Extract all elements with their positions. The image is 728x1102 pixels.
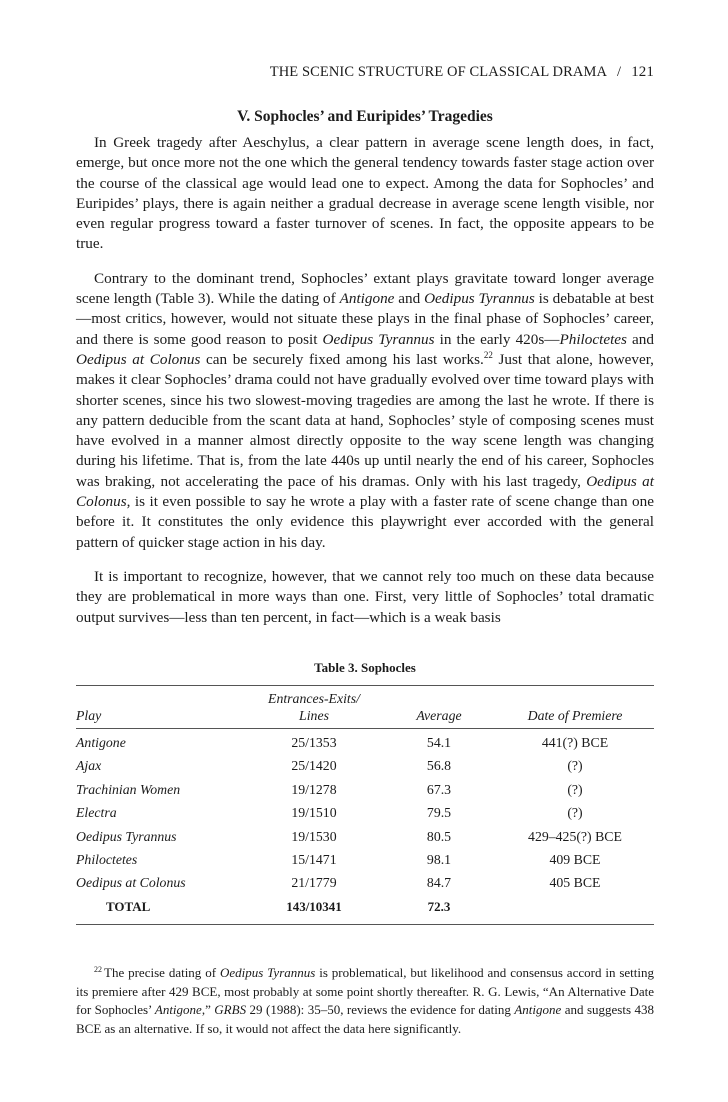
- italic-title: Oedipus Tyrannus: [322, 330, 435, 348]
- text-run: in the early 420s—: [434, 330, 560, 348]
- text-run: and: [626, 330, 654, 348]
- text-run: Just that alone, however, makes it clear Sophocles’ drama could not have gradually evolved over time toward plays with shorter scenes, since his two slowest-moving tragedies are among the last he wrote. If there is any pattern deducible from the scant data at hand, Sophocles’ style of composing scenes must have evolved in a manner almost directly opposite to the way scene length was changing during his lifetime. That is, from the late 440s up until nearly the end of his career, Sophocles was braking, not accelerating the pace of his dramas. Only with his last tragedy,: [76, 350, 654, 490]
- cell-play: Oedipus Tyrannus: [76, 828, 177, 844]
- table-caption: Table 3. Sophocles: [314, 660, 416, 675]
- header-average: Average: [382, 686, 496, 729]
- table-row: [76, 801, 654, 824]
- header-play: Play: [76, 686, 246, 729]
- cell-date: (?): [567, 781, 583, 797]
- cell-total-average: 72.3: [427, 898, 451, 914]
- text-run: The precise dating of: [104, 965, 220, 980]
- table-row: [76, 754, 654, 777]
- italic-title: Oedipus at Colonus: [76, 472, 654, 511]
- text-run: is debatable at best—most critics, however, would not situate these plays in the final phase of Sophocles’ career, and there is some good reason to posit: [76, 290, 654, 348]
- text-run: can be securely fixed among his last works.: [200, 350, 484, 368]
- header-entrances-line2: Lines: [299, 708, 329, 723]
- cell-average: 84.7: [426, 875, 452, 891]
- running-head: [76, 62, 654, 82]
- cell-date: (?): [567, 805, 583, 821]
- text-run: , is it even possible to say he wrote a play with a faster rate of scene change than one before it. It constitutes the only evidence this playwright ever accorded with the general pattern of quicker stage action in his day.: [76, 493, 654, 551]
- italic-title: Oedipus Tyrannus: [424, 290, 535, 308]
- table-3: [76, 659, 654, 925]
- cell-total-label: TOTAL: [106, 898, 151, 914]
- table-total-row: [76, 895, 654, 925]
- cell-ratio: 21/1779: [291, 875, 337, 891]
- text-run: 29 (1988): 35–50, reviews the evidence for dating: [246, 1002, 515, 1018]
- cell-date: 441(?) BCE: [541, 735, 609, 750]
- cell-average: 56.8: [426, 758, 452, 774]
- header-entrances-lines: [246, 686, 382, 729]
- text-run: ,”: [201, 1002, 215, 1018]
- italic-title: Oedipus Tyrannus: [219, 965, 316, 980]
- cell-play: Trachinian Women: [76, 781, 181, 797]
- italic-title: Philoctetes: [559, 330, 627, 348]
- text-run: is problematical, but likelihood and consensus accord in setting its premiere after 429 BCE, most probably at some point shortly thereafter. R. G. Lewis, “An Alternative Date for Sophocles’: [76, 965, 655, 1018]
- header-date: Date of Premiere: [496, 686, 654, 729]
- cell-average: 98.1: [426, 852, 452, 868]
- italic-title: Antigone: [154, 1002, 202, 1018]
- cell-date: 409 BCE: [549, 852, 601, 868]
- text-run: and suggests 438 BCE as an alternative. If so, it would not affect the data here significantly.: [76, 1002, 654, 1036]
- running-head-separator: /: [617, 64, 622, 80]
- cell-date: 405 BCE: [549, 875, 601, 891]
- italic-title: Oedipus at Colonus: [76, 350, 201, 368]
- paragraph-2: [76, 269, 654, 553]
- cell-total-ratio: 143/10341: [286, 898, 342, 914]
- cell-date: 429–425(?) BCE: [528, 828, 622, 844]
- footnote-reference[interactable]: 22: [483, 349, 493, 360]
- cell-average: 54.1: [426, 735, 452, 750]
- cell-ratio: 19/1278: [291, 781, 337, 797]
- cell-ratio: 19/1530: [291, 828, 337, 844]
- cell-play: Ajax: [76, 758, 102, 774]
- table-row: [76, 871, 654, 894]
- table-header-row: [76, 686, 654, 729]
- table-row: [76, 778, 654, 801]
- page-number: 121: [631, 64, 654, 80]
- running-head-title: THE SCENIC STRUCTURE OF CLASSICAL DRAMA: [269, 64, 608, 80]
- cell-total-date: [496, 895, 654, 925]
- cell-ratio: 19/1510: [291, 805, 337, 821]
- header-entrances-line1: Entrances-Exits/: [268, 691, 360, 706]
- text-run: Contrary to the dominant trend, Sophocles’ extant plays gravitate toward longer average scene length (Table 3). While the dating of: [76, 269, 654, 308]
- paragraph-1: In Greek tragedy after Aeschylus, a clear pattern in average scene length does, in fact, emerge, but once more not the one which the general tendency towards faster stage action over the course of the classical age would lead one to expect. Among the data for Sophocles’ and Euripides’ plays, there is again neither a gradual decrease in average scene length visible, nor even regular progress toward a faster turnover of scenes. In fact, the opposite appears to be true.: [76, 134, 654, 253]
- italic-title: GRBS: [214, 1002, 247, 1018]
- cell-ratio: 25/1420: [291, 758, 337, 774]
- cell-play: Philoctetes: [76, 852, 138, 868]
- paragraph-3: It is important to recognize, however, that we cannot rely too much on these data because they are problematical in more ways than one. First, very little of Sophocles’ total dramatic output survives—less than ten percent, in fact—which is a weak basis: [76, 567, 654, 626]
- cell-play: Electra: [76, 805, 117, 821]
- cell-average: 67.3: [426, 781, 452, 797]
- sophocles-table: [76, 685, 654, 925]
- footnote-22: [76, 964, 654, 1038]
- cell-average: 79.5: [426, 805, 452, 821]
- cell-play: Antigone: [76, 735, 126, 750]
- italic-title: Antigone: [514, 1002, 562, 1018]
- cell-average: 80.5: [426, 828, 452, 844]
- table-row: [76, 848, 654, 871]
- cell-date: (?): [567, 758, 583, 774]
- section-title: V. Sophocles’ and Euripides’ Tragedies: [237, 108, 493, 125]
- cell-ratio: 15/1471: [291, 852, 337, 868]
- body-text: [76, 133, 654, 642]
- table-row: [76, 729, 654, 755]
- text-run: and: [394, 290, 425, 308]
- italic-title: Antigone: [339, 290, 395, 308]
- cell-ratio: 25/1353: [291, 735, 337, 750]
- footnote-number: 22: [94, 964, 102, 974]
- table-row: [76, 825, 654, 848]
- cell-play: Oedipus at Colonus: [76, 875, 186, 891]
